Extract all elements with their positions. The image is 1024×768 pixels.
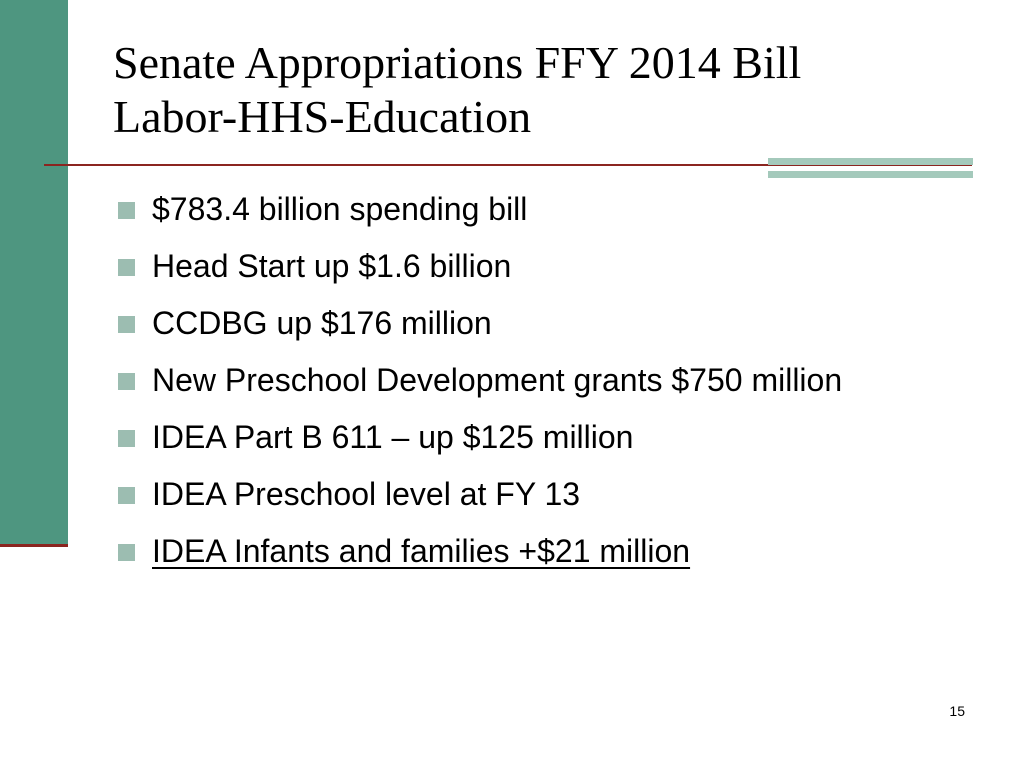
bullet-text: Head Start up $1.6 billion (152, 248, 512, 284)
bullet-text: IDEA Preschool level at FY 13 (152, 476, 581, 512)
square-bullet-icon (118, 487, 135, 504)
bullet-text: $783.4 billion spending bill (152, 191, 528, 227)
bullet-item (118, 357, 922, 403)
left-bar-underline (0, 544, 68, 547)
accent-bars (768, 156, 973, 180)
bullet-item (118, 300, 918, 346)
bullet-text: IDEA Part B 611 – up $125 million (152, 419, 634, 455)
title-line-1: Senate Appropriations FFY 2014 Bill (113, 37, 802, 88)
bullet-item (118, 243, 918, 289)
left-decorative-bar (0, 0, 68, 545)
bullet-item (118, 414, 918, 460)
page-number: 15 (949, 703, 965, 719)
bullet-item (118, 528, 918, 574)
bullet-text: IDEA Infants and families +$21 million (152, 533, 691, 569)
square-bullet-icon (118, 430, 135, 447)
square-bullet-icon (118, 316, 135, 333)
title-line-2: Labor-HHS-Education (113, 91, 532, 142)
bullet-list (118, 186, 918, 585)
accent-bar-bottom (768, 171, 973, 178)
square-bullet-icon (118, 373, 135, 390)
bullet-text: CCDBG up $176 million (152, 305, 492, 341)
bullet-text: New Preschool Development grants $750 million (152, 362, 843, 398)
bullet-item (118, 471, 918, 517)
bullet-item (118, 186, 918, 232)
square-bullet-icon (118, 259, 135, 276)
slide-title (113, 36, 993, 144)
square-bullet-icon (118, 202, 135, 219)
accent-bar-top (768, 158, 973, 165)
square-bullet-icon (118, 544, 135, 561)
